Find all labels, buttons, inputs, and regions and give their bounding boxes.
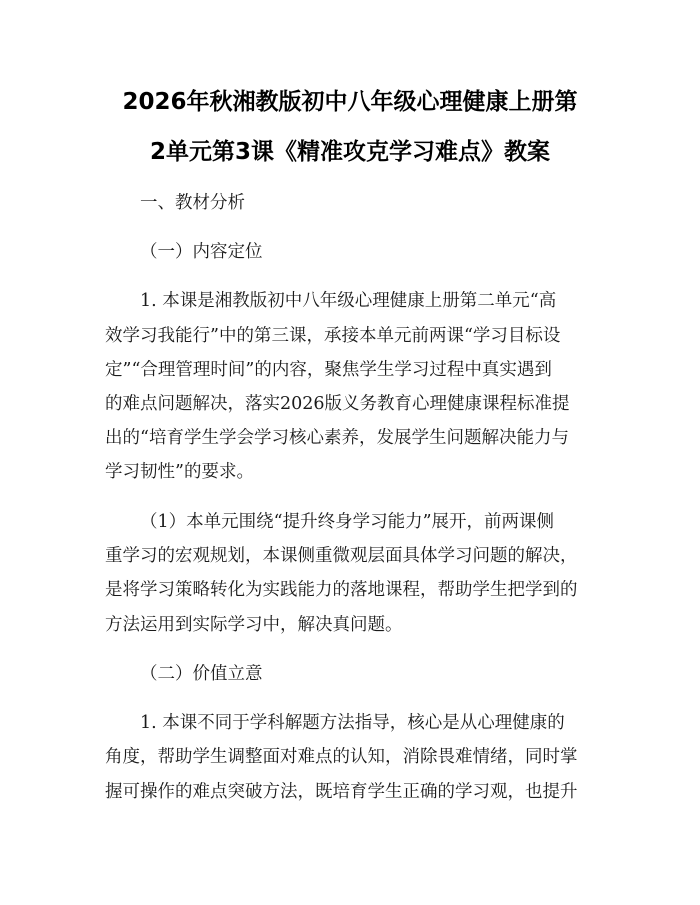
paragraph-line: 方法运用到实际学习中，解决真问题。 <box>105 615 403 635</box>
paragraph-line: 出的“培育学生学会学习核心素养，发展学生问题解决能力与 <box>105 428 569 448</box>
subsection-heading-content-positioning: （一）内容定位 <box>140 242 263 262</box>
document-title-line-2: 2单元第3课《精准攻克学习难点》教案 <box>149 139 550 165</box>
section-heading-teaching-material-analysis: 一、教材分析 <box>140 193 245 213</box>
paragraph-line: 效学习我能行”中的第三课，承接本单元前两课“学习目标设 <box>105 326 561 346</box>
paragraph-line: 的难点问题解决，落实2026版义务教育心理健康课程标准提 <box>105 394 570 414</box>
paragraph-line: 学习韧性”的要求。 <box>105 462 254 482</box>
paragraph-line: 1. 本课不同于学科解题方法指导，核心是从心理健康的 <box>140 713 565 733</box>
paragraph-line: 1. 本课是湘教版初中八年级心理健康上册第二单元“高 <box>140 291 557 311</box>
paragraph-line: 握可操作的难点突破方法，既培育学生正确的学习观，也提升 <box>105 782 578 802</box>
paragraph-line: 重学习的宏观规划，本课侧重微观层面具体学习问题的解决， <box>105 546 578 566</box>
document-title-line-1: 2026年秋湘教版初中八年级心理健康上册第 <box>122 89 578 115</box>
subsection-heading-value-orientation: （二）价值立意 <box>140 664 263 684</box>
paragraph-line: 角度，帮助学生调整面对难点的认知，消除畏难情绪，同时掌 <box>105 747 578 767</box>
paragraph-line: 定”“合理管理时间”的内容，聚焦学生学习过程中真实遇到 <box>105 360 552 380</box>
paragraph-line: 是将学习策略转化为实践能力的落地课程，帮助学生把学到的 <box>105 580 578 600</box>
paragraph-line: （1）本单元围绕“提升终身学习能力”展开，前两课侧 <box>140 512 555 532</box>
